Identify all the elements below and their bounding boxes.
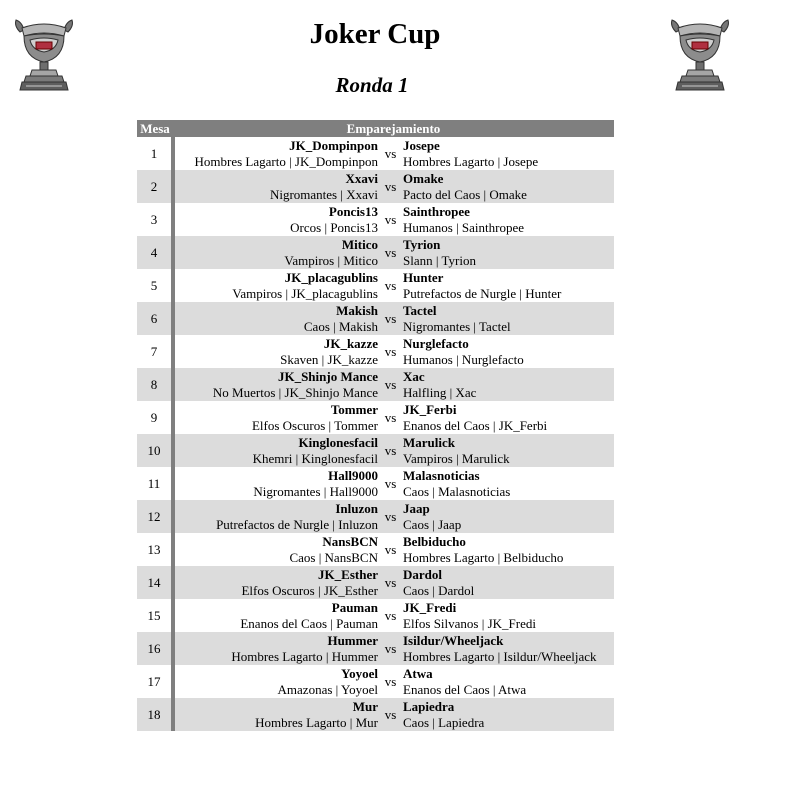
player-two-team: Pacto del Caos | Omake [403,186,527,202]
vs-label: vs [384,607,397,623]
vs-label: vs [378,698,403,731]
vs-label: vs [378,500,403,533]
player-one-team: Vampiros | Mitico [284,252,378,268]
table-number: 10 [137,434,173,467]
player-two-name: Josepe [403,137,440,153]
vs-label: vs [384,343,397,359]
pairings-table [137,120,614,731]
player-two-team: Caos | Jaap [403,516,462,532]
player-one-team: Enanos del Caos | Pauman [240,615,378,631]
vs-label: vs [384,277,397,293]
table-row [137,434,614,467]
table-row [137,368,614,401]
player-one-name: Yoyoel [341,665,378,681]
player-one-name: Tommer [330,401,378,417]
player-two-cell [403,500,614,533]
player-two-name: Tactel [403,302,437,318]
player-one-name: Makish [336,302,378,318]
table-number: 3 [137,203,173,236]
table-row [137,599,614,632]
player-one-cell [173,401,378,434]
player-two-cell [403,368,614,401]
table-number: 12 [137,500,173,533]
vs-label: vs [378,236,403,269]
player-two-name: Nurglefacto [403,335,469,351]
table-number: 9 [137,401,173,434]
table-number: 5 [137,269,173,302]
player-two-cell [403,302,614,335]
player-one-name: Pauman [331,599,378,615]
player-two-name: Lapiedra [403,698,455,714]
player-one-cell [173,467,378,500]
player-one-name: Hummer [327,632,378,648]
player-two-team: Halfling | Xac [403,384,477,400]
player-two-cell [403,203,614,236]
vs-label: vs [378,566,403,599]
player-two-cell [403,170,614,203]
player-one-team: Nigromantes | Xxavi [269,186,378,202]
player-one-cell [173,368,378,401]
player-two-cell [403,236,614,269]
player-one-team: Caos | Makish [303,318,378,334]
player-two-cell [403,665,614,698]
player-two-team: Humanos | Nurglefacto [403,351,524,367]
player-two-cell [403,269,614,302]
player-two-cell [403,137,614,170]
vs-label: vs [384,475,397,491]
table-row [137,236,614,269]
player-two-cell [403,401,614,434]
round-subtitle: Ronda 1 [335,73,409,97]
vs-label: vs [384,409,397,425]
player-two-name: JK_Ferbi [403,401,457,417]
table-row [137,170,614,203]
player-one-cell [173,698,378,731]
player-one-cell [173,203,378,236]
table-number: 2 [137,170,173,203]
player-one-name: Hall9000 [328,467,378,483]
vs-label: vs [384,673,397,689]
player-one-team: Elfos Oscuros | Tommer [251,417,378,433]
player-one-team: Nigromantes | Hall9000 [253,483,378,499]
player-one-team: Amazonas | Yoyoel [277,681,378,697]
player-two-team: Hombres Lagarto | Belbiducho [403,549,564,565]
table-row [137,533,614,566]
header-pairing: Emparejamiento [173,120,614,137]
player-one-cell [173,533,378,566]
player-one-name: NansBCN [322,533,378,549]
vs-label: vs [384,211,397,227]
vs-label: vs [378,434,403,467]
player-one-cell [173,137,378,170]
table-row [137,632,614,665]
player-two-team: Nigromantes | Tactel [403,318,511,334]
player-one-team: No Muertos | JK_Shinjo Mance [212,384,378,400]
player-one-name: Poncis13 [328,203,378,219]
vs-label: vs [384,541,397,557]
table-number: 14 [137,566,173,599]
player-two-cell [403,599,614,632]
vs-label: vs [378,368,403,401]
table-row [137,302,614,335]
player-one-cell [173,500,378,533]
player-one-name: Mitico [341,236,378,252]
player-one-team: Orcos | Poncis13 [290,219,378,235]
player-one-name: JK_Esther [318,566,378,582]
player-two-team: Hombres Lagarto | Isildur/Wheeljack [403,648,597,664]
table-row [137,665,614,698]
player-two-name: Malasnoticias [403,467,480,483]
player-one-cell [173,236,378,269]
player-two-team: Enanos del Caos | JK_Ferbi [403,417,548,433]
table-number: 11 [137,467,173,500]
table-number: 18 [137,698,173,731]
player-one-team: Caos | NansBCN [289,549,378,565]
player-two-name: Belbiducho [403,533,466,549]
player-one-cell [173,335,378,368]
player-one-team: Khemri | Kinglonesfacil [252,450,378,466]
player-two-cell [403,467,614,500]
player-two-name: Hunter [403,269,444,285]
player-one-team: Skaven | JK_kazze [280,351,378,367]
player-one-cell [173,302,378,335]
player-one-cell [173,665,378,698]
table-number: 7 [137,335,173,368]
player-two-cell [403,566,614,599]
player-one-cell [173,434,378,467]
player-one-name: Xxavi [345,170,378,186]
table-header-row [137,120,614,137]
player-two-team: Vampiros | Marulick [403,450,510,466]
player-one-team: Hombres Lagarto | Mur [255,714,378,730]
header-mesa: Mesa [137,120,173,137]
pairings-body [137,137,614,731]
player-two-team: Putrefactos de Nurgle | Hunter [403,285,562,301]
player-two-team: Caos | Dardol [403,582,475,598]
player-one-cell [173,170,378,203]
player-two-team: Hombres Lagarto | Josepe [403,153,539,169]
player-two-team: Caos | Malasnoticias [403,483,511,499]
player-two-name: Jaap [403,500,430,516]
player-two-name: Omake [403,170,444,186]
table-row [137,566,614,599]
player-two-name: Dardol [403,566,442,582]
player-one-cell [173,632,378,665]
player-two-name: Sainthropee [403,203,470,219]
player-two-team: Humanos | Sainthropee [403,219,525,235]
player-two-cell [403,533,614,566]
player-one-name: JK_Shinjo Mance [277,368,378,384]
player-two-name: Atwa [403,665,433,681]
table-row [137,335,614,368]
player-one-team: Hombres Lagarto | JK_Dompinpon [194,153,378,169]
player-two-team: Caos | Lapiedra [403,714,485,730]
table-number: 4 [137,236,173,269]
player-one-name: JK_kazze [323,335,378,351]
table-number: 16 [137,632,173,665]
player-two-name: Xac [403,368,425,384]
vs-label: vs [384,145,397,161]
table-row [137,137,614,170]
player-one-name: Inluzon [335,500,378,516]
table-number: 8 [137,368,173,401]
player-two-team: Elfos Silvanos | JK_Fredi [403,615,536,631]
table-row [137,401,614,434]
table-number: 15 [137,599,173,632]
player-one-team: Vampiros | JK_placagublins [232,285,378,301]
table-number: 6 [137,302,173,335]
player-two-name: Marulick [403,434,455,450]
table-row [137,467,614,500]
player-one-name: JK_Dompinpon [289,137,378,153]
page-title: Joker Cup [309,18,441,50]
player-one-team: Hombres Lagarto | Hummer [231,648,378,664]
table-number: 17 [137,665,173,698]
player-two-cell [403,434,614,467]
player-one-team: Putrefactos de Nurgle | Inluzon [216,516,378,532]
vs-label: vs [378,632,403,665]
player-two-cell [403,335,614,368]
table-row [137,698,614,731]
table-number: 1 [137,137,173,170]
player-one-name: Mur [352,698,378,714]
player-one-cell [173,269,378,302]
vs-label: vs [378,170,403,203]
player-two-name: Isildur/Wheeljack [403,632,504,648]
table-row [137,203,614,236]
table-number: 13 [137,533,173,566]
player-one-cell [173,566,378,599]
player-two-team: Enanos del Caos | Atwa [403,681,527,697]
vs-label: vs [378,302,403,335]
player-two-cell [403,632,614,665]
player-two-team: Slann | Tyrion [403,252,476,268]
player-two-cell [403,698,614,731]
player-one-name: Kinglonesfacil [298,434,378,450]
table-row [137,269,614,302]
player-two-name: Tyrion [403,236,441,252]
player-one-name: JK_placagublins [284,269,378,285]
player-two-name: JK_Fredi [403,599,457,615]
player-one-cell [173,599,378,632]
player-one-team: Elfos Oscuros | JK_Esther [241,582,378,598]
table-row [137,500,614,533]
